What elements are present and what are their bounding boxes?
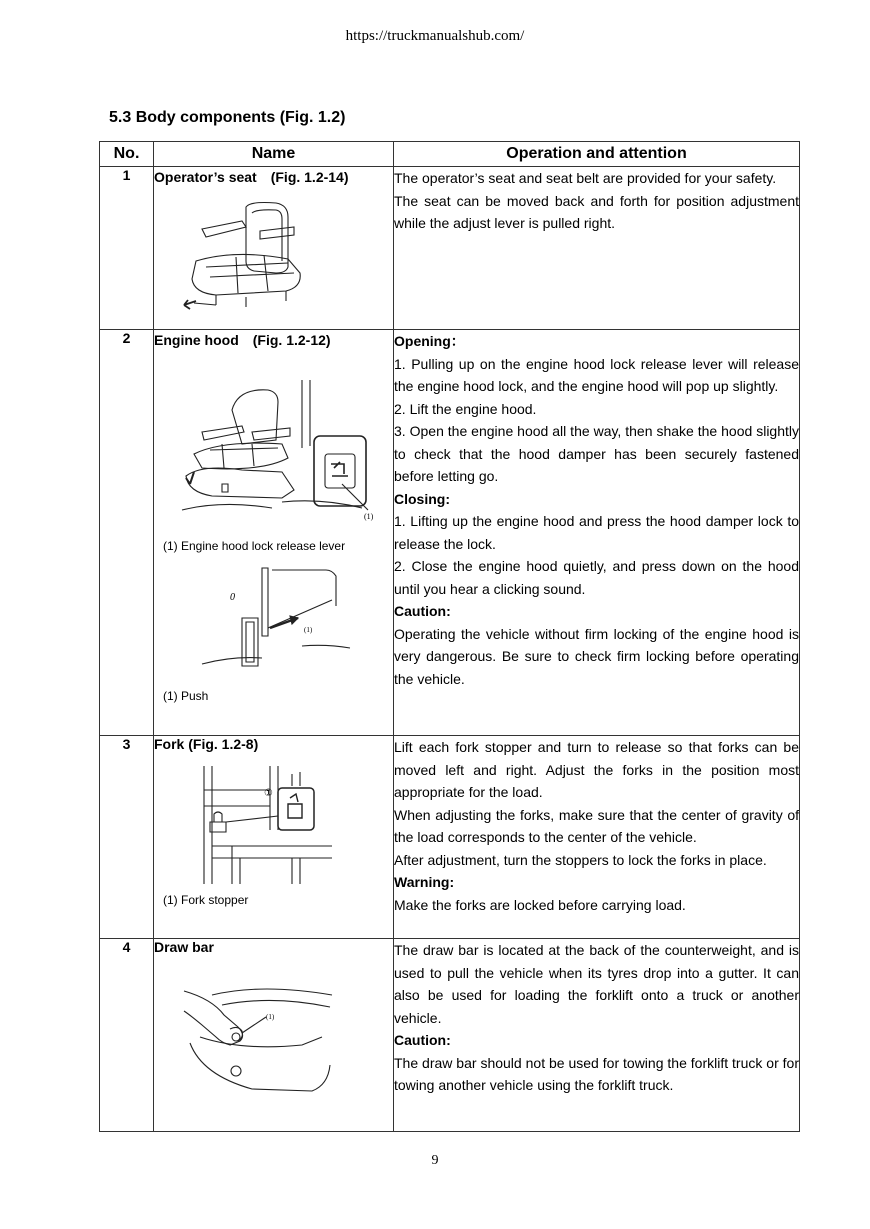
figure-caption: (1) Fork stopper bbox=[163, 893, 249, 907]
operation-line: 1. Pulling up on the engine hood lock release lever will release the engine hood lock, and the engine hood will pop up slightly. bbox=[394, 355, 799, 394]
row-name: Fork (Fig. 1.2-8) bbox=[154, 736, 259, 752]
fork-figure bbox=[182, 766, 332, 886]
row-operation-cell bbox=[394, 736, 800, 939]
row-number: 4 bbox=[100, 939, 154, 1132]
operation-label: Warning: bbox=[394, 874, 455, 890]
table-row bbox=[100, 167, 800, 330]
row-name-cell bbox=[154, 167, 394, 330]
engine-hood-figure bbox=[182, 380, 372, 522]
row-name: Operator’s seat (Fig. 1.2-14) bbox=[154, 169, 349, 185]
row-operation-cell bbox=[394, 939, 800, 1132]
row-number: 2 bbox=[100, 330, 154, 736]
operation-line: 3. Open the engine hood all the way, then shake the hood slightly to check that the hood damper has been securely fastened before letting go. bbox=[394, 423, 799, 484]
figure-callout-label: (1) bbox=[304, 626, 313, 634]
table-row bbox=[100, 736, 800, 939]
header-no: No. bbox=[100, 142, 154, 167]
operation-line: The draw bar is located at the back of the counterweight, and is used to pull the vehicle when its tyres drop into a gutter. It can also be used for loading the forklift onto a truck or another vehicle. bbox=[394, 942, 799, 1026]
draw-bar-figure bbox=[182, 985, 332, 1095]
body-components-table bbox=[99, 141, 800, 1132]
operator-seat-figure bbox=[176, 197, 316, 315]
figure-caption: (1) Push bbox=[163, 689, 209, 703]
operation-label: Caution: bbox=[394, 603, 451, 619]
operation-line: When adjusting the forks, make sure that the center of gravity of the load corresponds to the center of the vehicle. bbox=[394, 806, 799, 845]
row-number: 3 bbox=[100, 736, 154, 939]
operation-line: 2. Close the engine hood quietly, and press down on the hood until you hear a clicking sound. bbox=[394, 558, 799, 597]
header-name: Name bbox=[154, 142, 394, 167]
figure-callout-label: (1) bbox=[364, 512, 374, 521]
section-title: 5.3 Body components (Fig. 1.2) bbox=[109, 109, 346, 126]
row-name-cell bbox=[154, 736, 394, 939]
operation-line: Lift each fork stopper and turn to release so that forks can be moved left and right. Adjust the forks in the position most appropriate for the load. bbox=[394, 739, 799, 800]
operation-line: Operating the vehicle without firm locking of the engine hood is very dangerous. Be sure to check firm locking before operating the vehicle. bbox=[394, 625, 799, 687]
operation-line: Make the forks are locked before carrying load. bbox=[394, 896, 686, 913]
row-name-cell bbox=[154, 330, 394, 736]
row-number: 1 bbox=[100, 167, 154, 330]
row-name-cell bbox=[154, 939, 394, 1132]
operation-label: Caution: bbox=[394, 1032, 451, 1048]
row-name: Engine hood (Fig. 1.2-12) bbox=[154, 332, 331, 348]
operation-line: 1. Lifting up the engine hood and press the hood damper lock to release the lock. bbox=[394, 513, 799, 552]
table-row bbox=[100, 330, 800, 736]
operation-line: The draw bar should not be used for towing the forklift truck or for towing another vehicle using the forklift truck. bbox=[394, 1054, 799, 1093]
figure-caption: (1) Engine hood lock release lever bbox=[163, 539, 346, 553]
source-url: https://truckmanualshub.com/ bbox=[345, 28, 525, 44]
header-operation: Operation and attention bbox=[394, 142, 800, 167]
table-header-row bbox=[100, 142, 800, 167]
operation-line: After adjustment, turn the stoppers to lock the forks in place. bbox=[394, 851, 767, 868]
operation-line: The seat can be moved back and forth for position adjustment while the adjust lever is pulled right. bbox=[394, 192, 799, 231]
figure-callout-label: (1) bbox=[266, 1013, 275, 1021]
page-number: 9 bbox=[431, 1153, 439, 1168]
row-operation-cell bbox=[394, 167, 800, 330]
engine-hood-push-figure bbox=[202, 566, 354, 668]
figure-callout-label: ① bbox=[264, 788, 273, 799]
operation-line: The operator’s seat and seat belt are provided for your safety. bbox=[394, 170, 777, 186]
row-name: Draw bar bbox=[154, 939, 214, 955]
figure-callout-label: 0 bbox=[230, 592, 235, 603]
row-operation-cell bbox=[394, 330, 800, 736]
operation-line: 2. Lift the engine hood. bbox=[394, 400, 537, 417]
operation-label: Closing: bbox=[394, 490, 450, 507]
operation-label: Opening： bbox=[394, 333, 465, 349]
table-row bbox=[100, 939, 800, 1132]
